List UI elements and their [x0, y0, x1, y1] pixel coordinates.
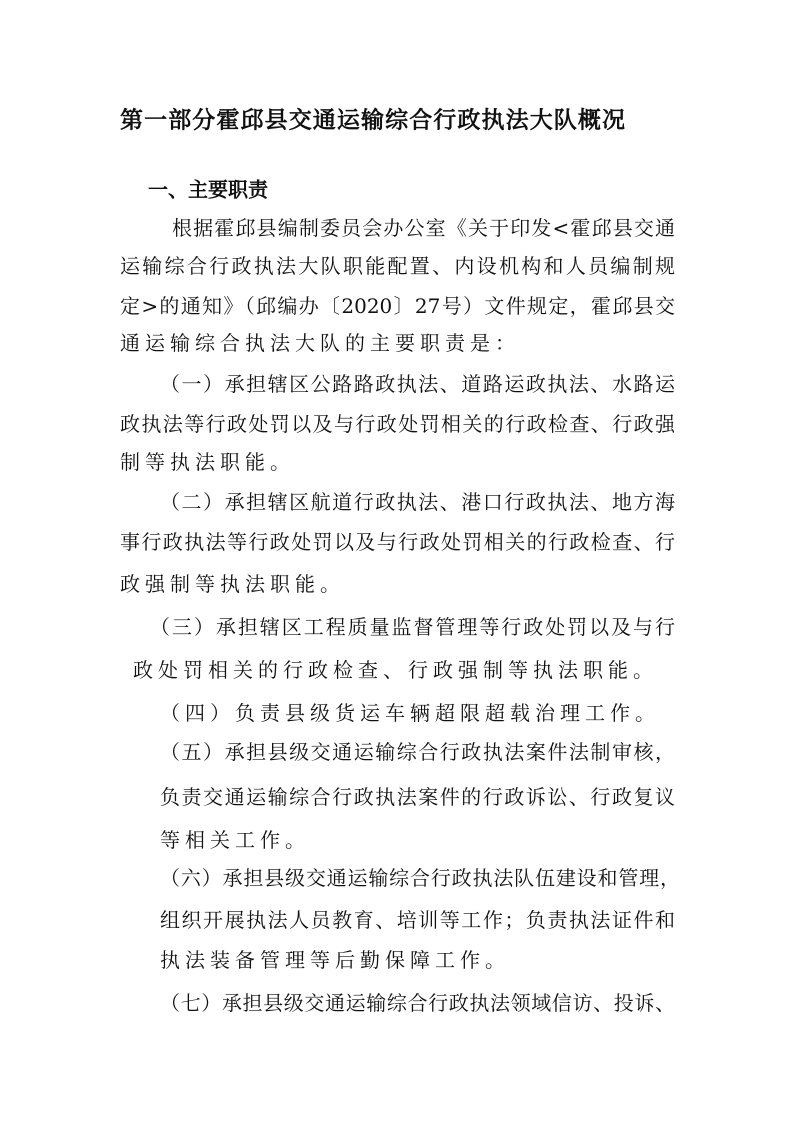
paragraph-line: （五）承担县级交通运输综合行政执法案件法制审核，: [160, 740, 675, 764]
paragraph-line: （三）承担辖区工程质量监督管理等行政处罚以及与行: [150, 615, 675, 639]
paragraph-line: 通运输综合执法大队的主要职责是：: [120, 331, 520, 355]
paragraph-line: （二）承担辖区航道行政执法、港口行政执法、地方海: [160, 490, 675, 514]
paragraph-line: 等相关工作。: [160, 828, 310, 852]
paragraph-line: 定>的通知》（邱编办〔2020〕27号）文件规定，霍邱县交: [120, 294, 675, 318]
paragraph-line: 负责交通运输综合行政执法案件的行政诉讼、行政复议: [160, 785, 675, 809]
paragraph-line: 运输综合行政执法大队职能配置、内设机构和人员编制规: [120, 254, 675, 278]
paragraph-line: （一）承担辖区公路路政执法、道路运政执法、水路运: [160, 372, 675, 396]
paragraph-line: 组织开展执法人员教育、培训等工作；负责执法证件和: [160, 908, 675, 932]
paragraph-line: （六）承担县级交通运输综合行政执法队伍建设和管理，: [160, 866, 680, 890]
paragraph-line: 政处罚相关的行政检查、行政强制等执法职能。: [133, 658, 658, 682]
page-title: 第一部分霍邱县交通运输综合行政执法大队概况: [120, 107, 625, 134]
paragraph-line: 政执法等行政处罚以及与行政处罚相关的行政检查、行政强: [120, 412, 675, 436]
paragraph-line: 根据霍邱县编制委员会办公室《关于印发<霍邱县交通: [172, 216, 675, 240]
paragraph-line: 制等执法职能。: [120, 450, 295, 474]
paragraph-line: 执法装备管理等后勤保障工作。: [160, 948, 510, 972]
paragraph-line: 政强制等执法职能。: [120, 572, 345, 596]
paragraph-line: （四）负责县级货运车辆超限超载治理工作。: [160, 701, 660, 725]
paragraph-line: （七）承担县级交通运输综合行政执法领域信访、投诉、: [160, 991, 675, 1015]
paragraph-line: 事行政执法等行政处罚以及与行政处罚相关的行政检查、行: [120, 530, 675, 554]
section-heading: 一、主要职责: [148, 177, 268, 202]
